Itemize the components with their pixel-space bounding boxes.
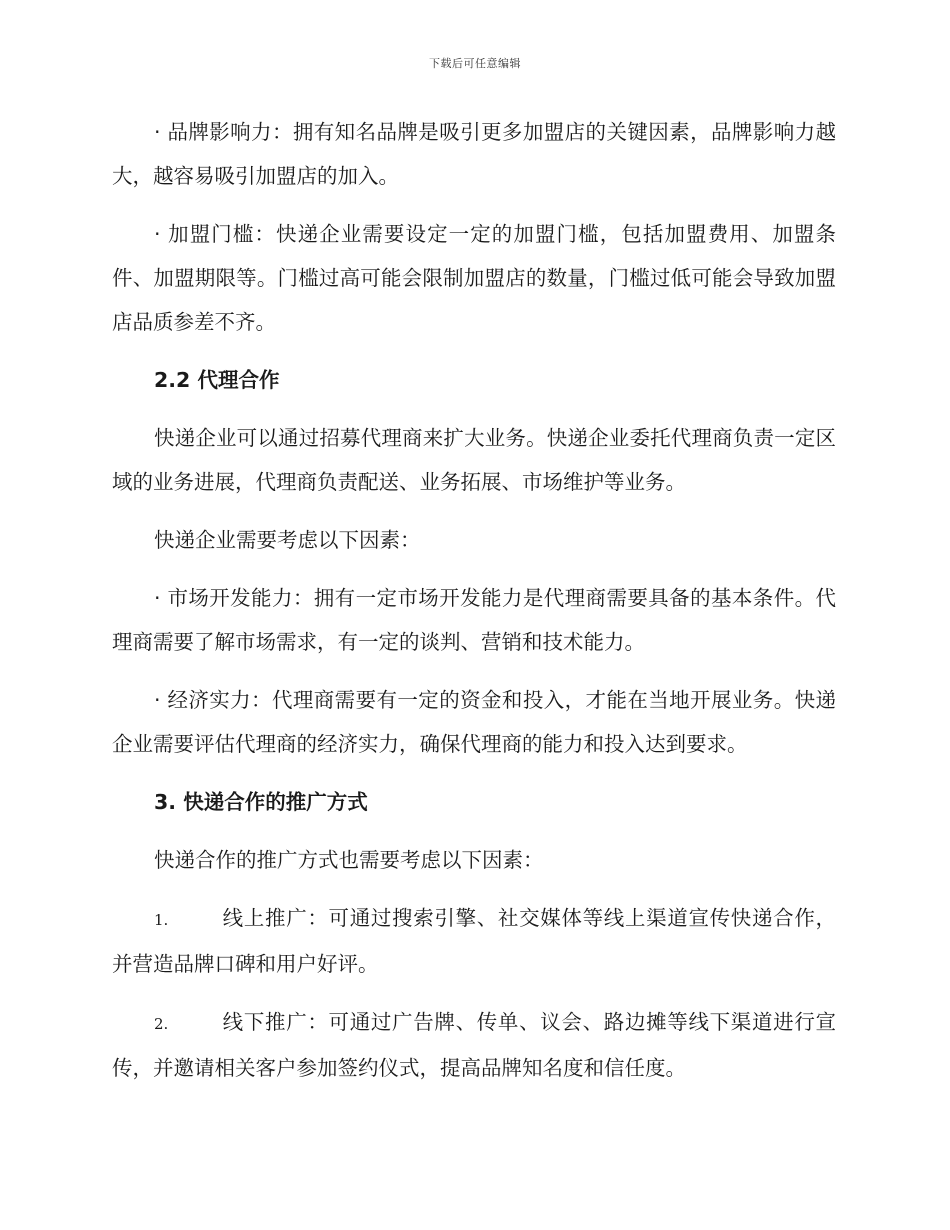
section-heading-agency: 2.2 代理合作 <box>154 368 280 392</box>
list-item-text: 线下推广：可通过广告牌、传单、议会、路边摊等线下渠道进行宣传，并邀请相关客户参加签约仪式，提高品牌知名度和信任度。 <box>112 1010 836 1080</box>
paragraph-economic-strength: · 经济实力：代理商需要有一定的资金和投入，才能在当地开展业务。快递企业需要评估代理商的经济实力，确保代理商的能力和投入达到要求。 <box>112 688 836 756</box>
list-number: 1. <box>154 911 169 929</box>
list-number: 2. <box>154 1015 169 1033</box>
header-note: 下载后可任意编辑 <box>429 57 521 70</box>
paragraph-market-ability: · 市场开发能力：拥有一定市场开发能力是代理商需要具备的基本条件。代理商需要了解市场需求，有一定的谈判、营销和技术能力。 <box>112 586 836 654</box>
list-item-text: 线上推广：可通过搜索引擎、社交媒体等线上渠道宣传快递合作，并营造品牌口碑和用户好评。 <box>112 906 836 976</box>
paragraph-agency-intro: 快递企业可以通过招募代理商来扩大业务。快递企业委托代理商负责一定区域的业务进展，代理商负责配送、业务拓展、市场维护等业务。 <box>112 426 836 494</box>
section-heading-promotion: 3. 快递合作的推广方式 <box>154 790 368 814</box>
document-body <box>112 110 836 1104</box>
paragraph-brand-influence: · 品牌影响力：拥有知名品牌是吸引更多加盟店的关键因素，品牌影响力越大，越容易吸引加盟店的加入。 <box>112 120 836 188</box>
paragraph-promotion-intro: 快递合作的推广方式也需要考虑以下因素： <box>154 848 544 872</box>
paragraph-agency-factors: 快递企业需要考虑以下因素： <box>154 528 421 552</box>
list-item <box>112 896 836 986</box>
paragraph-franchise-threshold: · 加盟门槛：快递企业需要设定一定的加盟门槛，包括加盟费用、加盟条件、加盟期限等。门槛过高可能会限制加盟店的数量，门槛过低可能会导致加盟店品质参差不齐。 <box>112 222 836 334</box>
list-item <box>112 1000 836 1090</box>
